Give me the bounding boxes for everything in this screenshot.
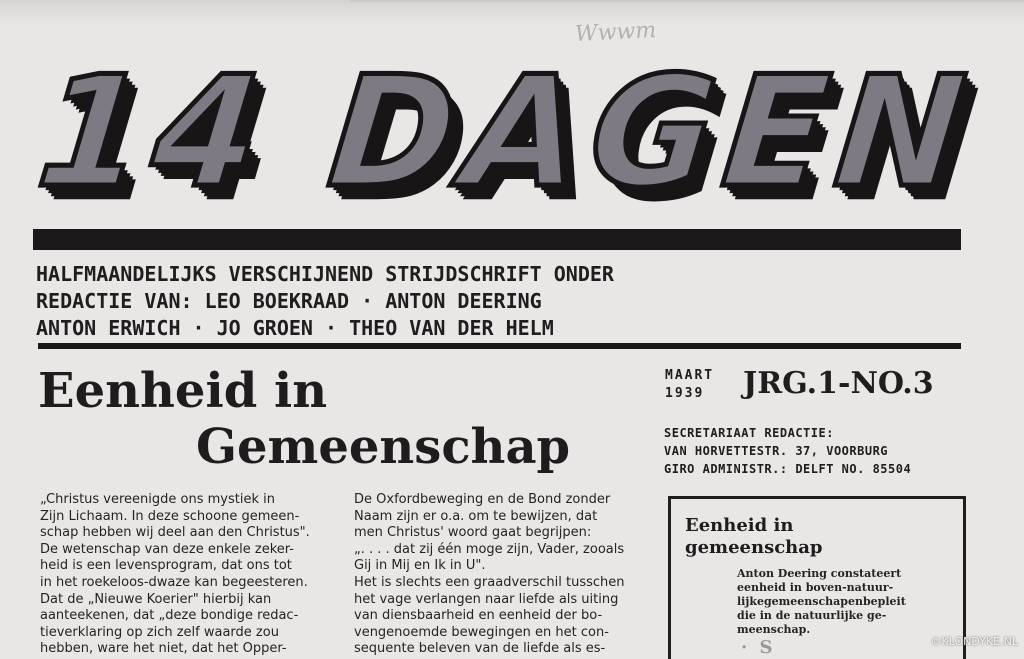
paper-edge: [350, 0, 1024, 2]
column-1-line: Zijn Lichaam. In deze schoone gemeen-: [40, 508, 300, 524]
paper-top-shadow: [0, 0, 1024, 24]
issue-number: JRG.1-NO.3: [743, 366, 934, 401]
column-1-line: schap hebben wij deel aan den Christus".: [40, 525, 310, 541]
headline-line-1: Eenheid in: [38, 363, 328, 419]
column-1-line: aanteekenen, dat „deze bondige redac-: [40, 608, 299, 624]
summary-title-line-2: gemeenschap: [685, 537, 823, 558]
summary-text-line: lijkegemeenschapenbepleit: [737, 595, 906, 608]
watermark: ©KLONDYKE.NL: [930, 635, 1018, 648]
column-2-line: vengenoemde bewegingen en het con-: [354, 624, 609, 640]
column-1-line: De wetenschap van deze enkele zeker-: [40, 541, 294, 557]
column-2-line: Gij in Mij en Ik in U".: [354, 558, 486, 574]
headline-line-2: Gemeenschap: [196, 419, 571, 475]
subtitle-rule: [38, 343, 961, 349]
secretariat-line-3: GIRO ADMINISTR.: DELFT NO. 85504: [664, 462, 912, 476]
issue-month: MAART: [665, 368, 715, 383]
secretariat-line-1: SECRETARIAAT REDACTIE:: [664, 426, 834, 440]
issue-year: 1939: [665, 386, 705, 401]
summary-box-title: [685, 515, 823, 559]
column-1-line: tieverklaring op zich zelf waarde zou: [40, 624, 279, 640]
summary-box-faded-text: · S: [741, 637, 776, 658]
column-2-line: het vage verlangen naar liefde als uiting: [354, 591, 619, 607]
column-1-line: hebben, ware het niet, dat het Opper-: [40, 641, 287, 657]
column-1-line: in het roekeloos-dwaze kan begeesteren.: [40, 574, 308, 590]
column-2-line: Het is slechts een graadverschil tusschen: [354, 574, 625, 590]
article-column-1: [40, 492, 332, 658]
column-1-line: Dat de „Nieuwe Koerier" hierbij kan: [40, 591, 272, 607]
column-2-line: sequente beleven van de liefde als es-: [354, 641, 606, 657]
summary-text-line: eenheid in boven-natuur-: [737, 581, 894, 594]
summary-text-line: Anton Deering constateert: [737, 567, 902, 580]
summary-title-line-1: Eenheid in: [685, 515, 794, 536]
pencil-scribble: Wwwm: [574, 17, 657, 48]
column-1-line: heid is een levensprogram, dat ons tot: [40, 558, 292, 574]
column-2-line: van diensbaarheid en eenheid der bo-: [354, 608, 603, 624]
column-2-line: Naam zijn er o.a. om te bewijzen, dat: [354, 508, 598, 524]
column-1-line: „Christus vereenigde ons mystiek in: [40, 492, 275, 507]
secretariat-line-2: VAN HORVETTESTR. 37, VOORBURG: [664, 444, 889, 458]
summary-text-line: meenschap.: [737, 623, 811, 636]
masthead-rule: [33, 229, 961, 250]
column-2-line: De Oxfordbeweging en de Bond zonder: [354, 492, 611, 507]
summary-text-line: die in de natuurlijke ge-: [737, 609, 887, 622]
masthead-title: 14 DAGEN: [30, 44, 983, 222]
summary-box: [668, 496, 966, 659]
subtitle-line-3: ANTON ERWICH · JO GROEN · THEO VAN DER HELM: [36, 316, 554, 340]
column-2-line: „. . . . dat zij één moge zijn, Vader, zooals: [354, 541, 625, 557]
subtitle-line-2: REDACTIE VAN: LEO BOEKRAAD · ANTON DEERING: [36, 289, 542, 313]
summary-box-text: [737, 567, 943, 637]
column-2-line: men Christus' woord gaat begrijpen:: [354, 525, 592, 541]
article-column-2: [354, 492, 649, 658]
subtitle-line-1: HALFMAANDELIJKS VERSCHIJNEND STRIJDSCHRIFT ONDER: [36, 262, 614, 286]
masthead: [30, 44, 983, 228]
